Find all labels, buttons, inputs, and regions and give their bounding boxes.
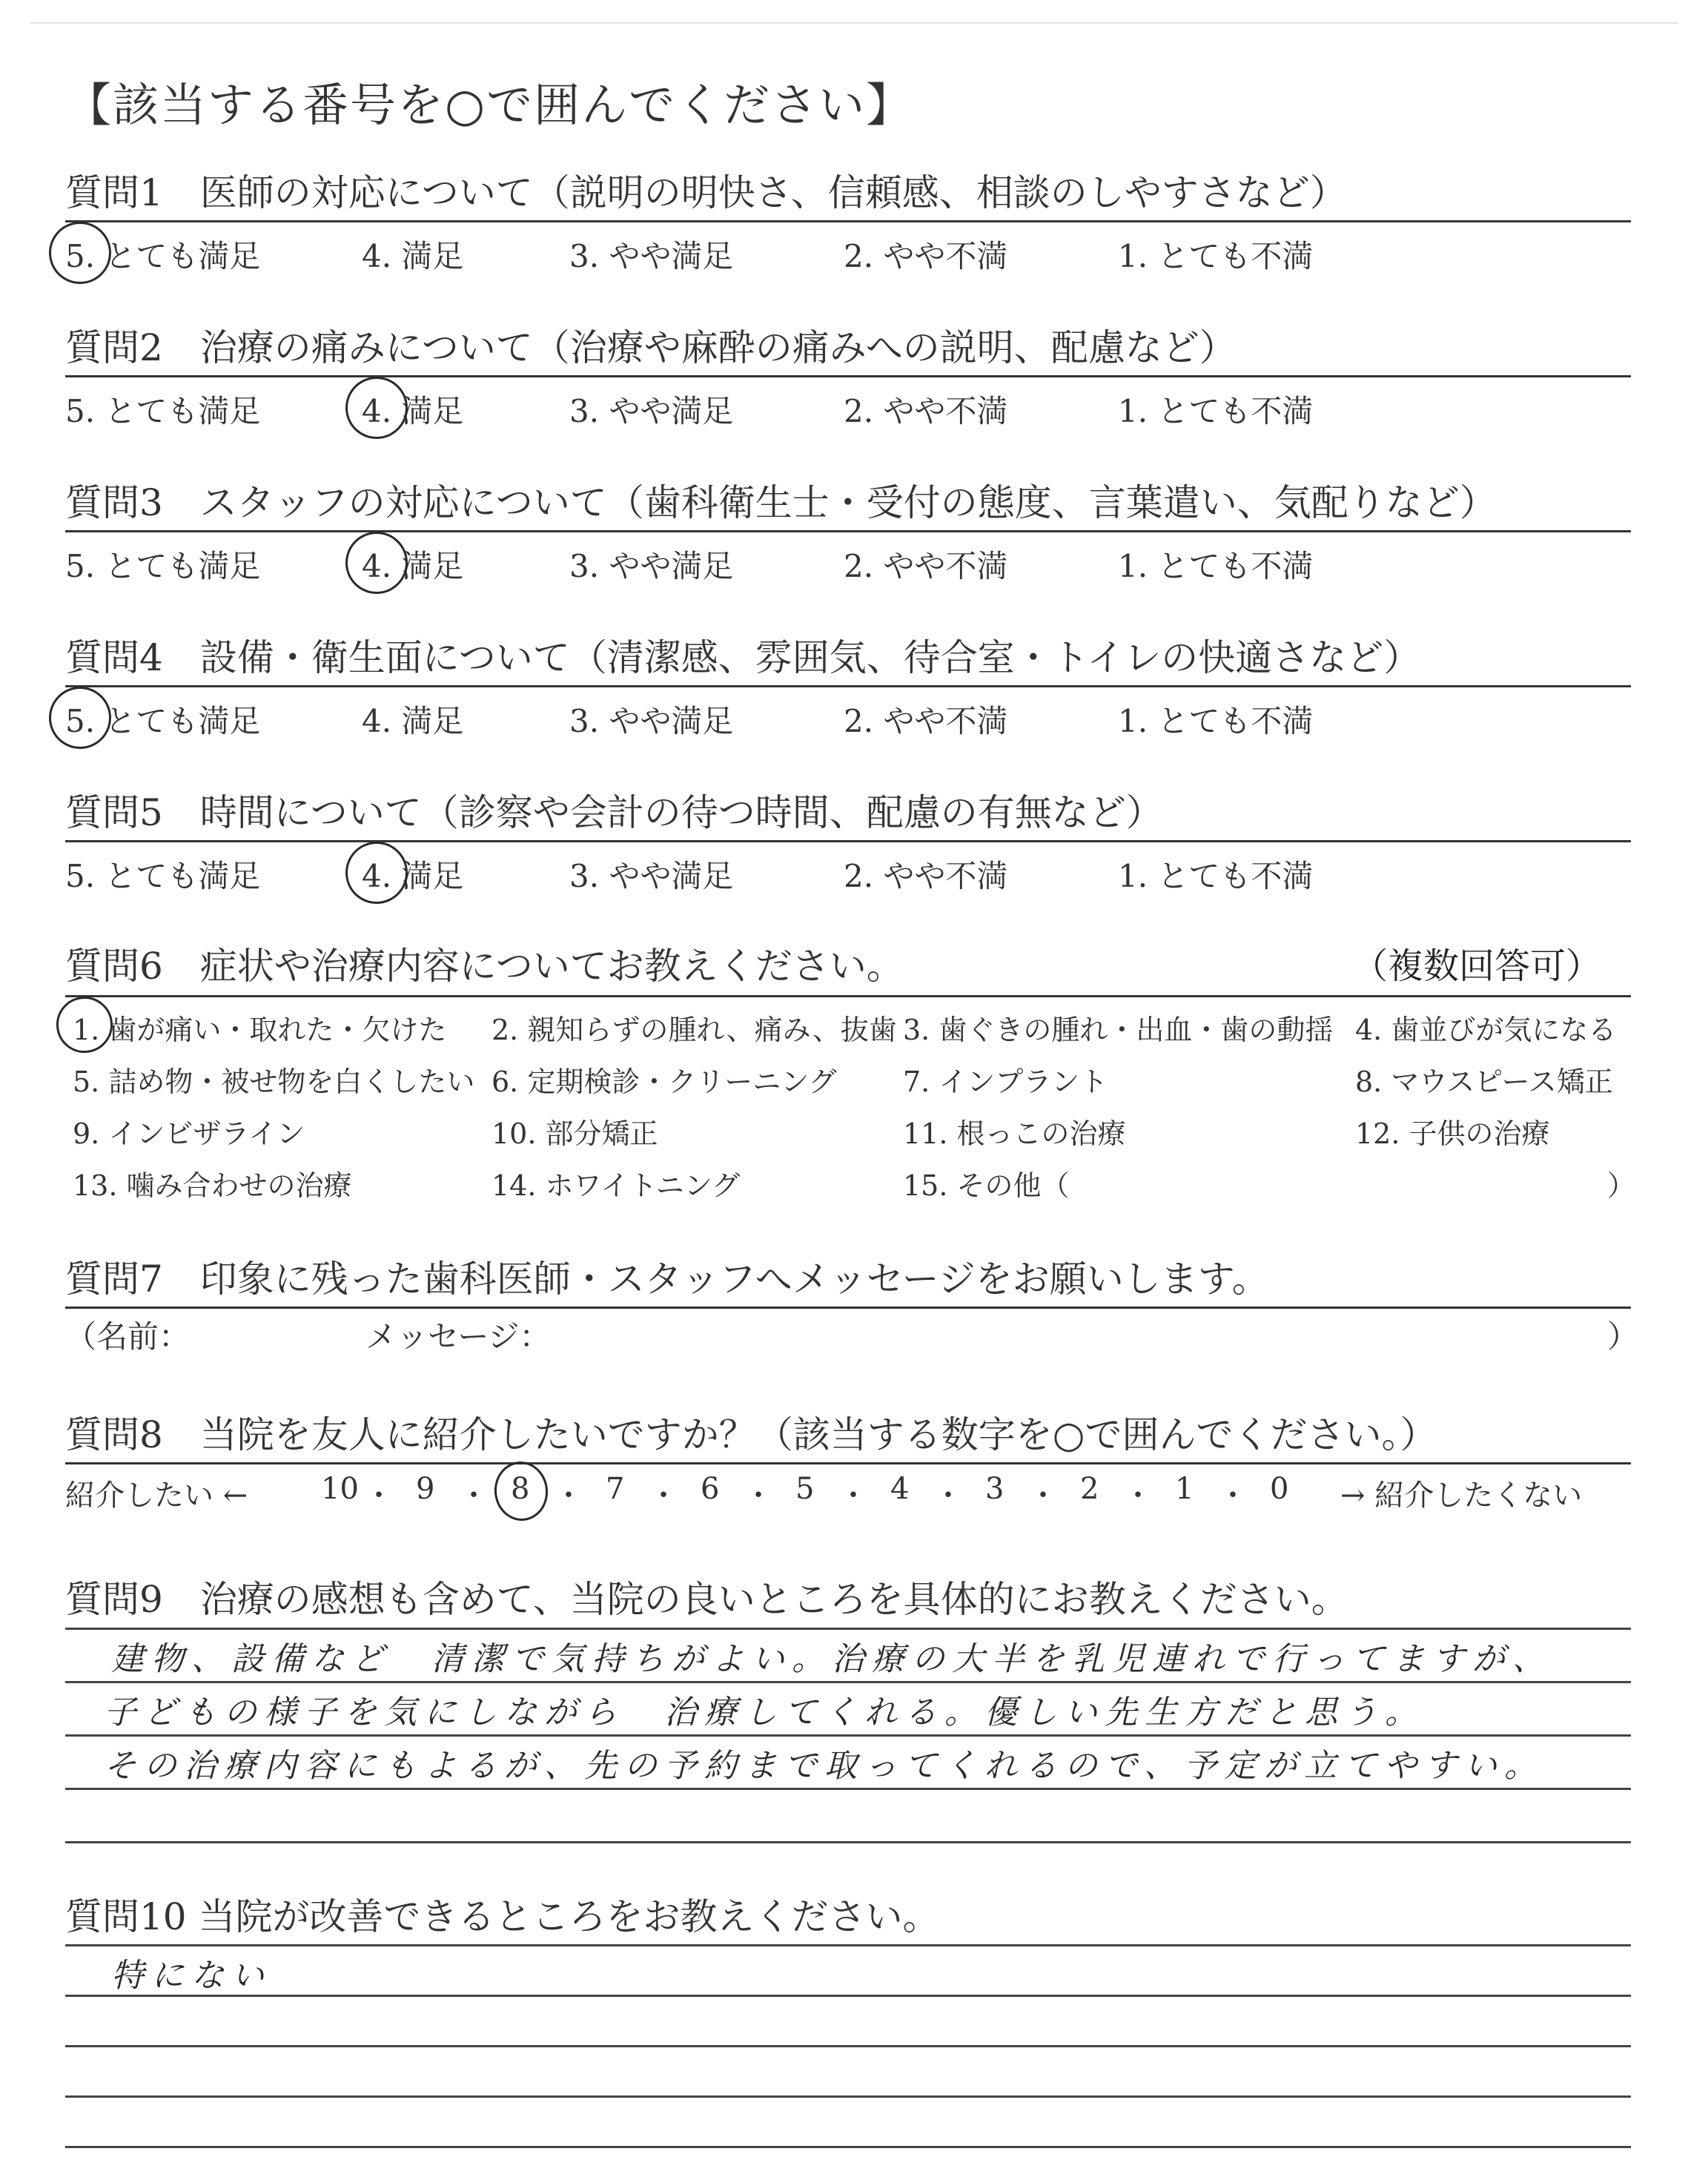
- question-4-options: [65, 697, 1631, 739]
- scale-number[interactable]: 9: [416, 1472, 435, 1506]
- question-8-rule: [65, 1462, 1631, 1464]
- handwritten-answer[interactable]: 子どもの様子を気にしながら 治療してくれる。優しい先生方だと思う。: [104, 1694, 1425, 1731]
- answer-line: [65, 1681, 1631, 1683]
- recommend-right-label: → 紹介したくない: [1340, 1479, 1583, 1513]
- question-title: 質問1 医師の対応について（説明の明快さ、信頼感、相談のしやすさなど）: [65, 171, 1347, 214]
- scale-separator: ・: [364, 1479, 394, 1513]
- closing-paren: ）: [1607, 1318, 1639, 1355]
- question-2: [65, 322, 1631, 374]
- rating-option[interactable]: 5. とても満足: [65, 238, 261, 274]
- scale-number[interactable]: 5: [795, 1472, 815, 1506]
- handwritten-answer[interactable]: その治療内容にもよるが、先の予約まで取ってくれるので、予定が立てやすい。: [104, 1747, 1545, 1785]
- message-label: メッセージ：: [365, 1318, 551, 1355]
- answer-line: [65, 1734, 1631, 1737]
- rating-option[interactable]: 5. とても満足: [65, 393, 261, 429]
- scale-separator: ・: [1028, 1479, 1058, 1513]
- symptom-option[interactable]: 5. 詰め物・被せ物を白くしたい: [73, 1066, 475, 1098]
- question-1-rule: [65, 220, 1631, 222]
- rating-option[interactable]: 3. やや満足: [569, 393, 734, 429]
- question-5-rule: [65, 840, 1631, 842]
- question-6: [65, 940, 1631, 992]
- question-7-fields: [65, 1312, 1639, 1355]
- rating-option[interactable]: 1. とても不満: [1118, 393, 1314, 429]
- multiple-answer-note: （複数回答可）: [1351, 945, 1601, 987]
- scale-number[interactable]: 3: [985, 1472, 1004, 1506]
- scale-separator: ・: [744, 1479, 773, 1513]
- rating-option[interactable]: 2. やや不満: [844, 393, 1008, 429]
- symptom-option[interactable]: 8. マウスピース矯正: [1355, 1066, 1613, 1098]
- symptom-option[interactable]: 9. インビザライン: [73, 1117, 305, 1150]
- rating-option[interactable]: 3. やや満足: [569, 703, 734, 739]
- rating-option[interactable]: 3. やや満足: [569, 548, 734, 584]
- scale-number[interactable]: 7: [606, 1472, 625, 1506]
- rating-option[interactable]: 3. やや満足: [569, 858, 734, 894]
- question-3-options: [65, 542, 1631, 584]
- rating-option[interactable]: 3. やや満足: [569, 238, 734, 274]
- question-10: [65, 1891, 1631, 1943]
- rating-option[interactable]: 5. とても満足: [65, 548, 261, 584]
- answer-line: [65, 1944, 1631, 1946]
- scale-number[interactable]: 6: [701, 1472, 720, 1506]
- scale-number[interactable]: 0: [1270, 1472, 1289, 1506]
- answer-line: [65, 2045, 1631, 2047]
- question-6-rule: [65, 995, 1631, 997]
- question-5: [65, 787, 1631, 839]
- selected-circle-mark: [342, 839, 411, 907]
- symptom-option[interactable]: 7. インプラント: [903, 1066, 1108, 1098]
- rating-option[interactable]: 4. 満足: [362, 858, 464, 894]
- symptom-option[interactable]: 11. 根っこの治療: [903, 1117, 1126, 1150]
- rating-option[interactable]: 2. やや不満: [844, 703, 1008, 739]
- rating-option[interactable]: 1. とても不満: [1118, 238, 1314, 274]
- scale-separator: ・: [649, 1479, 678, 1513]
- rating-option[interactable]: 4. 満足: [362, 548, 464, 584]
- question-1-options: [65, 232, 1631, 274]
- question-8: [65, 1409, 1631, 1461]
- rating-option[interactable]: 2. やや不満: [844, 238, 1008, 274]
- symptom-option[interactable]: 6. 定期検診・クリーニング: [491, 1066, 837, 1098]
- rating-option[interactable]: 4. 満足: [362, 703, 464, 739]
- scale-separator: ・: [554, 1479, 583, 1513]
- scale-number[interactable]: 1: [1175, 1472, 1194, 1506]
- symptom-option[interactable]: 2. 親知らずの腫れ、痛み、抜歯: [491, 1014, 897, 1046]
- rating-option[interactable]: 5. とても満足: [65, 858, 261, 894]
- answer-line: [65, 1788, 1631, 1790]
- question-3: [65, 477, 1631, 529]
- question-title: 質問9 治療の感想も含めて、当院の良いところを具体的にお教えください。: [65, 1578, 1348, 1621]
- scale-number[interactable]: 10: [321, 1472, 359, 1506]
- page-heading: 【該当する番号を○で囲んでください】: [65, 78, 914, 132]
- question-title: 質問7 印象に残った歯科医師・スタッフへメッセージをお願いします。: [65, 1258, 1269, 1301]
- symptom-option[interactable]: 13. 噛み合わせの治療: [73, 1169, 352, 1202]
- scale-separator: ・: [838, 1479, 868, 1513]
- symptom-option[interactable]: 1. 歯が痛い・取れた・欠けた: [73, 1014, 447, 1046]
- rating-option[interactable]: 4. 満足: [362, 238, 464, 274]
- recommend-left-label: 紹介したい ←: [65, 1479, 248, 1513]
- symptom-option[interactable]: 14. ホワイトニング: [491, 1169, 741, 1202]
- question-title: 質問6 症状や治療内容についてお教えください。: [65, 945, 904, 988]
- question-3-rule: [65, 530, 1631, 532]
- question-2-options: [65, 387, 1631, 429]
- question-9: [65, 1573, 1631, 1625]
- recommend-scale: [65, 1472, 1631, 1524]
- selected-circle-mark: [342, 374, 411, 442]
- rating-option[interactable]: 4. 満足: [362, 393, 464, 429]
- answer-line: [65, 1628, 1631, 1630]
- symptom-option[interactable]: 10. 部分矯正: [491, 1117, 658, 1150]
- answer-line: [65, 2095, 1631, 2098]
- scale-number[interactable]: 4: [890, 1472, 910, 1506]
- rating-option[interactable]: 2. やや不満: [844, 858, 1008, 894]
- question-title: 質問2 治療の痛みについて（治療や麻酔の痛みへの説明、配慮など）: [65, 326, 1237, 369]
- question-title: 質問8 当院を友人に紹介したいですか？（該当する数字を○で囲んでください。）: [65, 1413, 1437, 1456]
- scale-separator: ・: [933, 1479, 963, 1513]
- question-2-rule: [65, 375, 1631, 377]
- symptom-option[interactable]: 12. 子供の治療: [1355, 1117, 1550, 1150]
- question-7: [65, 1253, 1631, 1305]
- rating-option[interactable]: 5. とても満足: [65, 703, 261, 739]
- scale-separator: ・: [1123, 1479, 1153, 1513]
- selected-circle-mark: [342, 529, 411, 597]
- answer-line: [65, 1995, 1631, 1997]
- selected-circle-mark: [46, 684, 114, 752]
- scale-separator: ・: [459, 1479, 489, 1513]
- selected-circle-mark: [46, 219, 114, 287]
- other-closing-paren: ）: [1607, 1169, 1636, 1202]
- symptom-option[interactable]: 3. 歯ぐきの腫れ・出血・歯の動揺: [903, 1014, 1334, 1046]
- symptom-option[interactable]: 15. その他（: [903, 1169, 1070, 1202]
- question-7-rule: [65, 1307, 1631, 1309]
- selected-circle-mark: [491, 1459, 551, 1523]
- question-title: 質問3 スタッフの対応について（歯科衛生士・受付の態度、言葉遣い、気配りなど）: [65, 481, 1497, 524]
- scale-number[interactable]: 2: [1080, 1472, 1099, 1506]
- question-title: 質問5 時間について（診察や会計の待つ時間、配慮の有無など）: [65, 791, 1163, 834]
- answer-line: [65, 1841, 1631, 1843]
- handwritten-answer[interactable]: 特にない: [111, 1957, 271, 1995]
- page-top-border: [30, 22, 1678, 24]
- handwritten-answer[interactable]: 建物、設備など 清潔で気持ちがよい。治療の大半を乳児連れで行ってますが、: [111, 1640, 1552, 1678]
- question-4-rule: [65, 685, 1631, 687]
- question-5-options: [65, 852, 1631, 894]
- question-title: 質問10 当院が改善できるところをお教えください。: [65, 1895, 940, 1938]
- question-1: [65, 167, 1631, 219]
- name-label: （名前：: [65, 1318, 191, 1355]
- rating-option[interactable]: 1. とても不満: [1118, 858, 1314, 894]
- question-4: [65, 632, 1631, 684]
- rating-option[interactable]: 1. とても不満: [1118, 548, 1314, 584]
- question-title: 質問4 設備・衛生面について（清潔感、雰囲気、待合室・トイレの快適さなど）: [65, 636, 1421, 679]
- scale-separator: ・: [1218, 1479, 1248, 1513]
- scale-number[interactable]: 8: [511, 1472, 530, 1506]
- rating-option[interactable]: 2. やや不満: [844, 548, 1008, 584]
- symptom-option[interactable]: 4. 歯並びが気になる: [1355, 1014, 1617, 1046]
- rating-option[interactable]: 1. とても不満: [1118, 703, 1314, 739]
- answer-line: [65, 2146, 1631, 2148]
